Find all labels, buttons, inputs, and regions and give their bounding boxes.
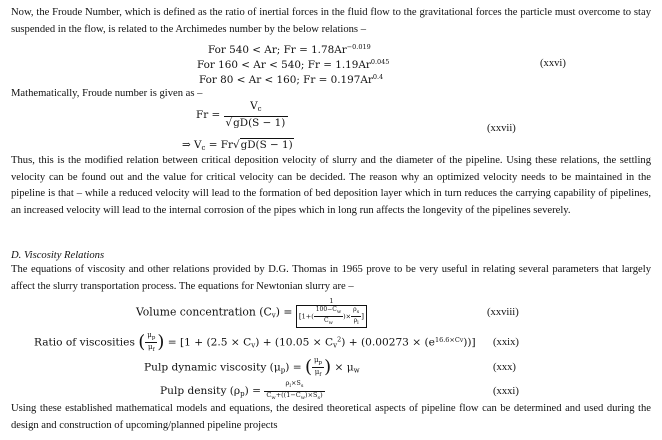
froude-equation [196,100,288,130]
intro-paragraph: Now, the Froude Number, which is defined as the ratio of inertial forces in the fluid flow to the gravitational forces the particle must overcome to stay suspended in the flow, is related to the Archimedes number by the below relations – [11,7,651,35]
viscosity-ratio-equation: Ratio of viscosities ( $\frac{\mu_p}{\mu_f}$ ) = $[1 + (2.5 \times C_v) + (10.05 \times C_v^2) + (0.00273 \times (e^{16.6\times Cv}))]$ [34,331,476,353]
volume-concentration-equation: Volume concentration $(C_v)$ = 1 [1+( $\frac{100-C_w}{C_w}$ )× $\frac{\rho_s}{\rho_l}$ ] [136,297,367,328]
froude-relation-1: For 540 < Ar; $Fr = 1.78Ar^{-0.019}$ [208,43,371,56]
thus-paragraph: Thus, this is the modified relation between critical deposition velocity of slurry and the diameter of the pipeline. Using these relations, the settling velocity can be found out and the value for critical velocity can be decided. The reason why an optimized velocity needs to be maintained in the pipeline is that – while a reduced velocity will lead to the formation of bed deposition layer which in turn reduces the carrying capability of pipelines, an increased velocity will lead to the internal corrosion of the pipes which in long run affects the longevity of the pipelines severely. [11,155,651,216]
equation-number-xxvii: (xxvii) [487,123,516,134]
equation-number-xxx: (xxx) [493,362,516,373]
section-heading: D. Viscosity Relations [11,250,105,261]
froude-fraction: $\frac{V_c}{√gD(S - 1)}$ [224,100,289,130]
closing-paragraph: Using these established mathematical models and equations, the desired theoretical aspects of pipeline flow can be determined and used during the design and construction of upcoming/planned pipeline projects [11,403,651,431]
pulp-viscosity-equation: Pulp dynamic viscosity $(\mu_p)$ = ( $\frac{\mu_p}{\mu_f}$ ) × $\mu_w$ [144,356,360,378]
equation-number-xxix: (xxix) [493,337,519,348]
froude-lhs: Fr = [196,109,221,121]
equation-number-xxviii: (xxviii) [487,307,519,318]
velocity-equation: ⇒ $V_c = Fr√gD(S - 1)$ [182,139,293,152]
pulp-density-equation: Pulp density $(\rho_p)$ = $\frac{\rho_l\times S_s}{C_w+((1-C_w)\times S_s)}$ [160,379,323,401]
viscosity-paragraph: The equations of viscosity and other relations provided by D.G. Thomas in 1965 prove to be very useful in relating several parameters that largely affect the slurry transportation process. The equations for Newtonian slurry are – [11,264,651,292]
froude-relation-3: For 80 < Ar < 160; $Fr = 0.197Ar^{0.4}$ [199,73,384,86]
volume-concentration-fraction: 1 [1+( $\frac{100-C_w}{C_w}$ )× $\frac{\rho_s}{\rho_l}$ ] [296,297,367,328]
equation-number-xxxi: (xxxi) [493,386,519,397]
equation-number-xxvi: (xxvi) [540,58,566,69]
froude-relation-2: For 160 < Ar < 540; $Fr = 1.19Ar^{0.045}$ [197,58,390,71]
froude-given-text: Mathematically, Froude number is given as – [11,88,203,99]
